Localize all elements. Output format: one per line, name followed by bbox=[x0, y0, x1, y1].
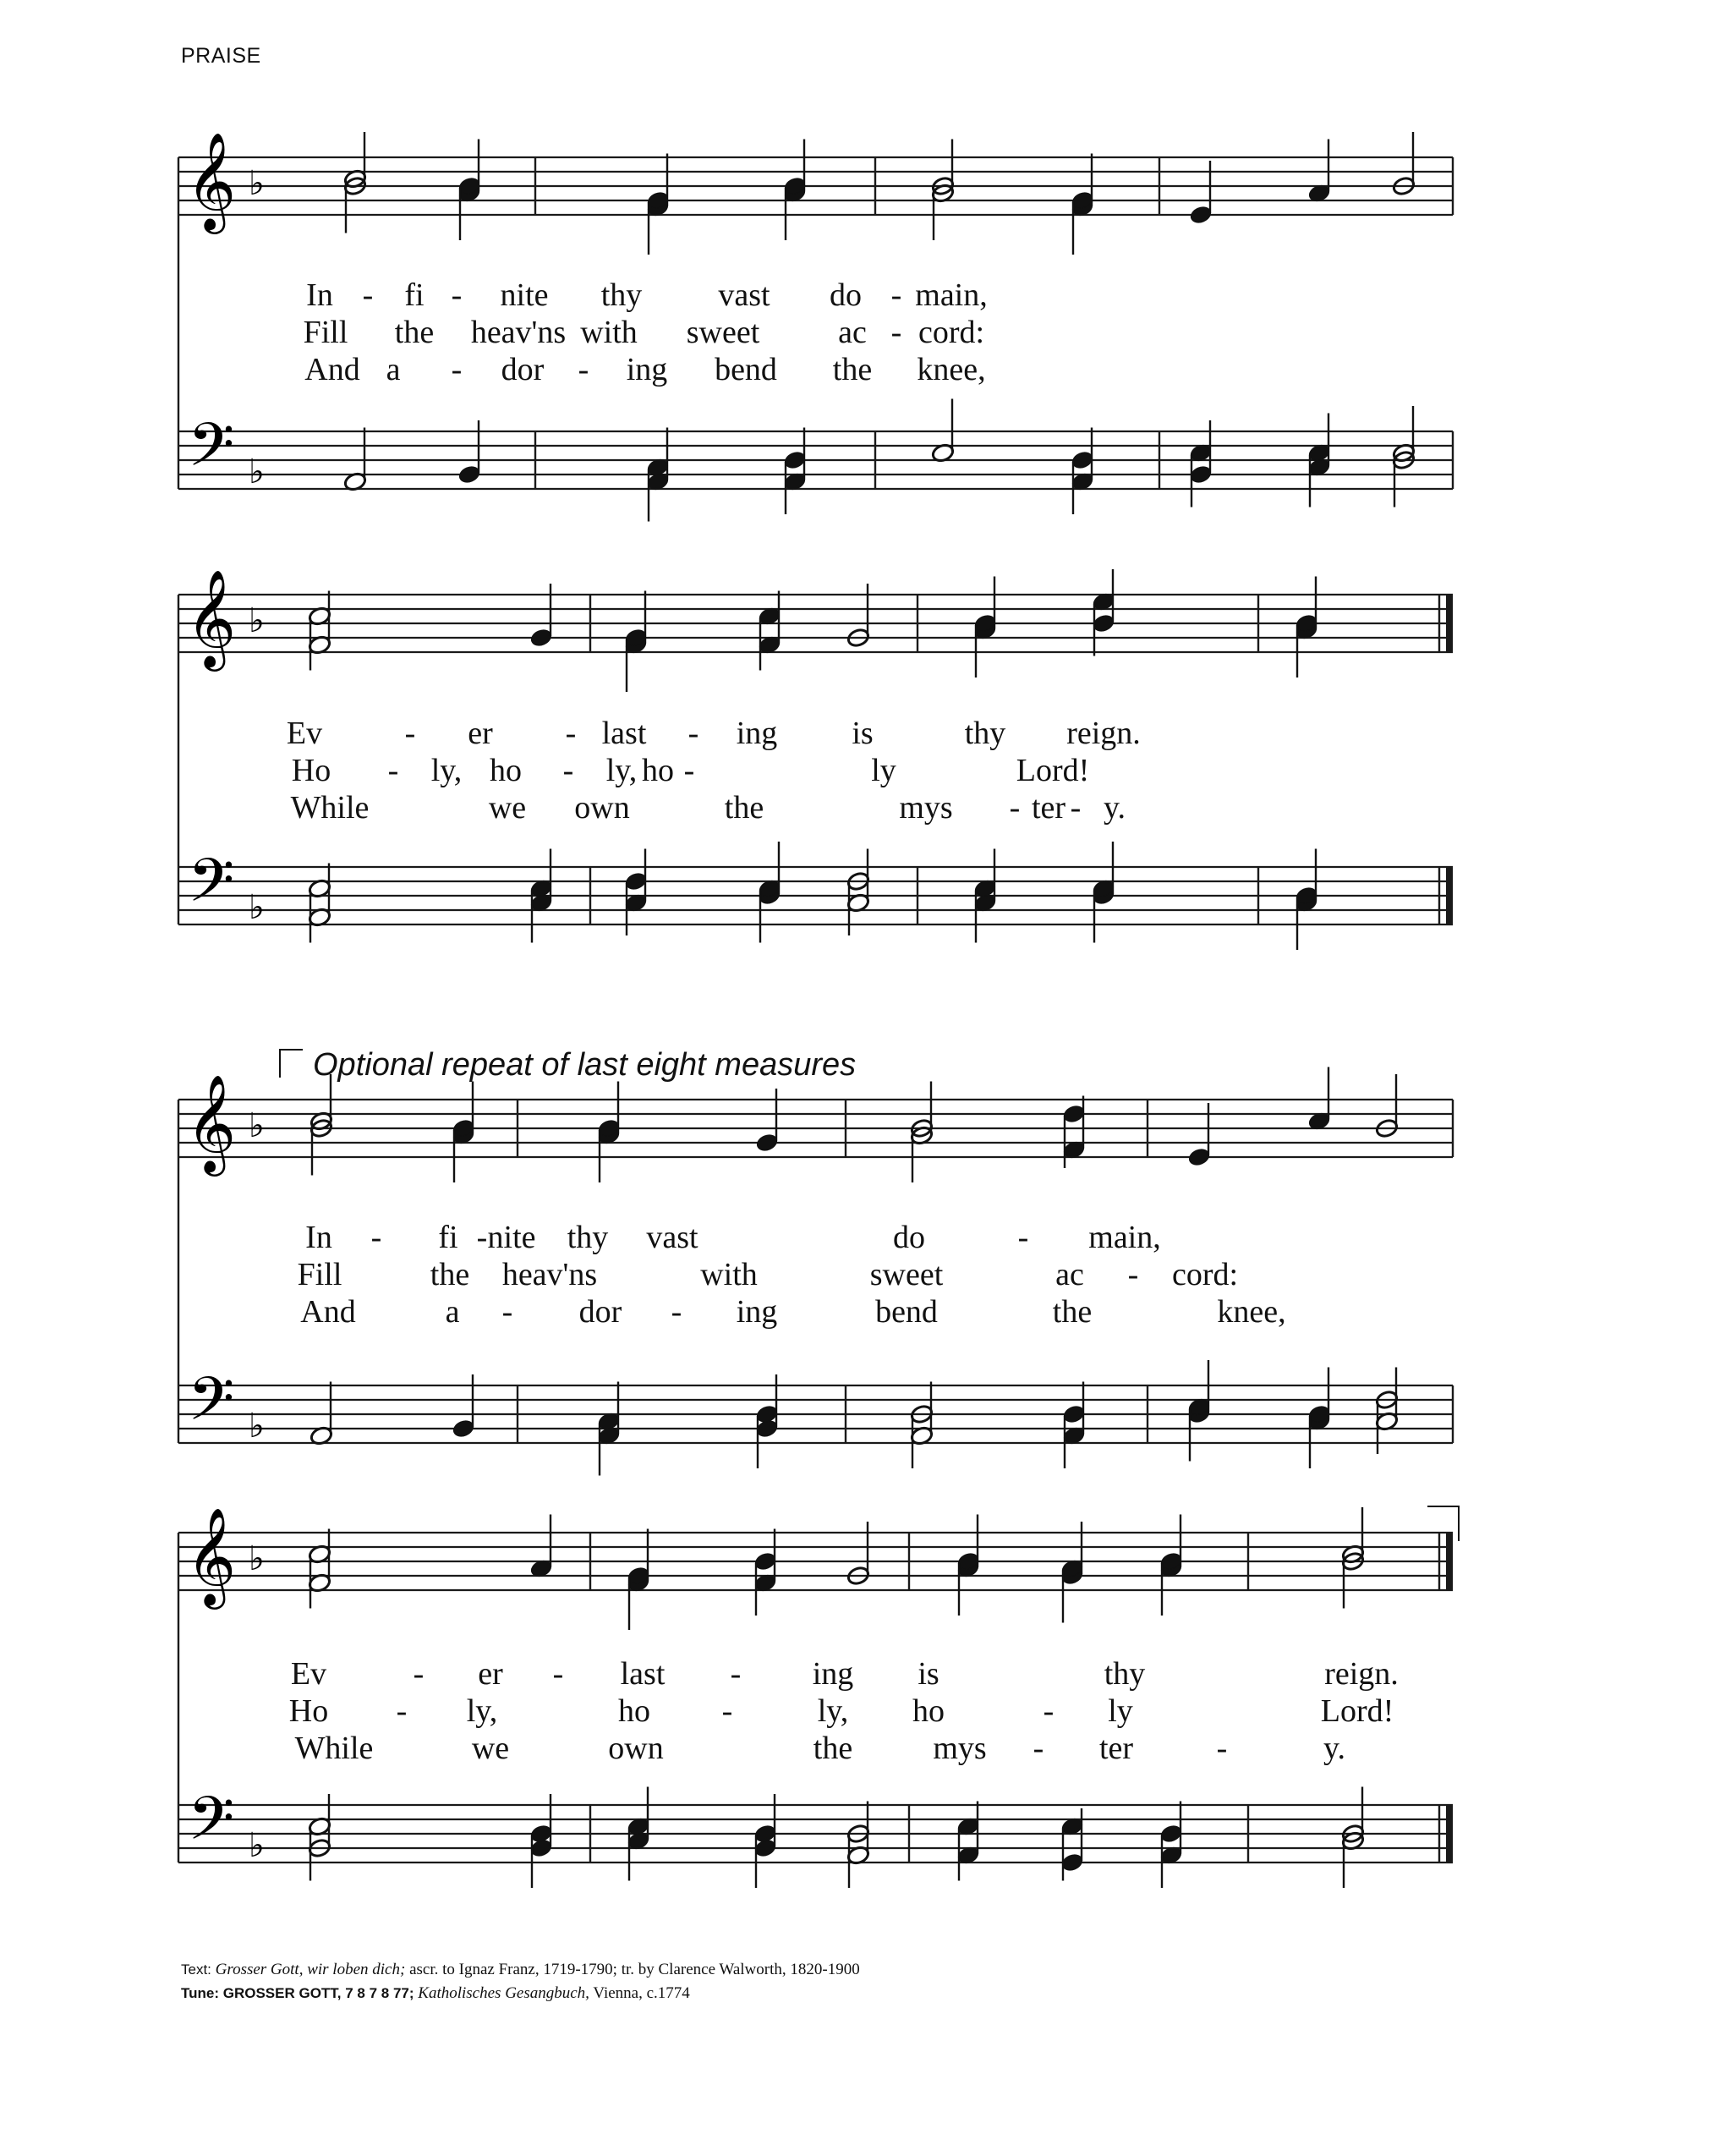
lyric-syllable: the bbox=[724, 790, 764, 826]
lyric-syllable: ly, bbox=[817, 1693, 849, 1729]
lyric-syllable: sweet bbox=[686, 315, 760, 350]
lyric-syllable: ing bbox=[736, 716, 778, 751]
bass-clef-icon: 𝄢 bbox=[188, 846, 235, 930]
credits-text-line bbox=[181, 1961, 860, 1979]
lyric-syllable: vast bbox=[718, 277, 770, 313]
lyric-syllable: Ev bbox=[286, 716, 323, 751]
credits-tune-rest: Vienna, c.1774 bbox=[593, 1984, 690, 2002]
flat-key-signature-icon: ♭ bbox=[249, 1539, 265, 1578]
lyric-hyphen: - bbox=[413, 1656, 425, 1692]
lyric-syllable: vast bbox=[646, 1220, 698, 1255]
lyric-hyphen: - bbox=[404, 716, 416, 751]
lyric-syllable: cord: bbox=[1171, 1257, 1239, 1292]
lyric-syllable: ho bbox=[490, 753, 522, 788]
lyric-syllable: y. bbox=[1103, 790, 1126, 826]
lyric-hyphen: - bbox=[396, 1693, 408, 1729]
treble-clef-icon: 𝄞 bbox=[186, 568, 237, 667]
lyric-syllable: Lord! bbox=[1016, 753, 1090, 788]
flat-key-signature-icon: ♭ bbox=[249, 453, 265, 491]
lyric-syllable: with bbox=[580, 315, 638, 350]
lyric-hyphen: - bbox=[671, 1294, 682, 1330]
lyric-syllable: ho bbox=[618, 1693, 650, 1729]
credits-text-author: ascr. to Ignaz Franz, 1719-1790; tr. by Clarence Walworth, 1820-1900 bbox=[409, 1961, 860, 1978]
treble-clef-icon: 𝄞 bbox=[186, 1506, 237, 1605]
lyric-hyphen: - bbox=[721, 1693, 733, 1729]
lyric-syllable: the bbox=[813, 1731, 853, 1766]
lyric-syllable: is bbox=[852, 716, 874, 751]
lyric-syllable: ly bbox=[871, 753, 896, 788]
lyric-syllable: fi bbox=[404, 277, 425, 313]
lyric-hyphen: - bbox=[451, 352, 463, 387]
treble-staff bbox=[178, 595, 1453, 652]
lyric-syllable: thy bbox=[1104, 1656, 1146, 1692]
lyric-syllable: is bbox=[918, 1656, 939, 1692]
lyric-syllable: ly, bbox=[430, 753, 463, 788]
lyric-hyphen: - bbox=[1017, 1220, 1029, 1255]
lyric-syllable: While bbox=[290, 790, 370, 826]
lyric-syllable: last bbox=[601, 716, 647, 751]
lyric-hyphen: - bbox=[1070, 790, 1082, 826]
lyric-syllable: nite bbox=[500, 277, 549, 313]
lyric-syllable: bend bbox=[875, 1294, 938, 1330]
bass-clef-icon: 𝄢 bbox=[188, 1784, 235, 1868]
lyric-syllable: thy bbox=[600, 277, 643, 313]
bass-staff bbox=[178, 867, 1453, 924]
lyric-syllable: cord: bbox=[918, 315, 985, 350]
lyric-hyphen: - bbox=[476, 1220, 488, 1255]
lyric-syllable: fi bbox=[438, 1220, 458, 1255]
credits-text-label: Text: bbox=[181, 1961, 211, 1978]
flat-key-signature-icon: ♭ bbox=[249, 1407, 265, 1446]
lyric-hyphen: - bbox=[578, 352, 589, 387]
bass-staff bbox=[178, 1805, 1453, 1862]
bass-clef-icon: 𝄢 bbox=[188, 410, 235, 495]
lyric-syllable: dor bbox=[578, 1294, 622, 1330]
repeat-end-bracket bbox=[1427, 1506, 1460, 1541]
lyric-syllable: last bbox=[620, 1656, 666, 1692]
lyric-syllable: main, bbox=[1088, 1220, 1161, 1255]
lyric-hyphen: - bbox=[387, 753, 399, 788]
lyric-syllable: sweet bbox=[869, 1257, 944, 1292]
credits-text-title: Grosser Gott, wir loben dich; bbox=[215, 1961, 406, 1978]
flat-key-signature-icon: ♭ bbox=[249, 1826, 265, 1865]
lyric-syllable: Fill bbox=[297, 1257, 342, 1292]
lyric-hyphen: - bbox=[890, 315, 902, 350]
lyric-syllable: er bbox=[478, 1656, 503, 1692]
lyric-syllable: heav'ns bbox=[501, 1257, 598, 1292]
lyric-hyphen: - bbox=[552, 1656, 564, 1692]
lyric-syllable: mys bbox=[899, 790, 953, 826]
bass-staff bbox=[178, 431, 1453, 489]
treble-clef-icon: 𝄞 bbox=[186, 131, 237, 230]
lyric-syllable: we bbox=[471, 1731, 510, 1766]
lyric-syllable: While bbox=[294, 1731, 374, 1766]
treble-staff bbox=[178, 1533, 1453, 1590]
credits-tune-label: Tune: GROSSER GOTT, 7 8 7 8 77; bbox=[181, 1985, 414, 2001]
credits-tune-line bbox=[181, 1984, 690, 2003]
lyric-hyphen: - bbox=[687, 716, 699, 751]
lyric-syllable: ter bbox=[1031, 790, 1066, 826]
lyric-syllable: ho bbox=[912, 1693, 945, 1729]
lyric-syllable: ly bbox=[1108, 1693, 1133, 1729]
lyric-hyphen: - bbox=[370, 1220, 382, 1255]
lyric-syllable: And bbox=[300, 1294, 356, 1330]
lyric-syllable: own bbox=[574, 790, 630, 826]
lyric-syllable: Lord! bbox=[1320, 1693, 1394, 1729]
lyric-syllable: In bbox=[305, 1220, 332, 1255]
flat-key-signature-icon: ♭ bbox=[249, 164, 265, 203]
lyric-syllable: ac bbox=[838, 315, 867, 350]
lyric-hyphen: - bbox=[1043, 1693, 1054, 1729]
lyric-syllable: ing bbox=[626, 352, 668, 387]
lyric-syllable: knee, bbox=[1217, 1294, 1286, 1330]
lyric-syllable: knee, bbox=[917, 352, 986, 387]
lyric-syllable: bend bbox=[715, 352, 777, 387]
lyric-syllable: ac bbox=[1055, 1257, 1084, 1292]
lyric-syllable: er bbox=[468, 716, 493, 751]
bass-staff bbox=[178, 1385, 1453, 1443]
lyric-syllable: y. bbox=[1323, 1731, 1346, 1766]
lyric-syllable: do bbox=[893, 1220, 925, 1255]
lyric-syllable: mys bbox=[933, 1731, 987, 1766]
treble-clef-icon: 𝄞 bbox=[186, 1073, 237, 1172]
lyric-syllable: ing bbox=[736, 1294, 778, 1330]
lyric-syllable: reign. bbox=[1066, 716, 1141, 751]
lyric-syllable: thy bbox=[964, 716, 1006, 751]
lyric-hyphen: - bbox=[501, 1294, 513, 1330]
section-label: PRAISE bbox=[181, 44, 261, 68]
lyric-syllable: we bbox=[488, 790, 527, 826]
lyric-syllable: the bbox=[832, 352, 873, 387]
bass-clef-icon: 𝄢 bbox=[188, 1364, 235, 1449]
lyric-syllable: do bbox=[830, 277, 862, 313]
lyric-hyphen: - bbox=[362, 277, 374, 313]
lyric-hyphen: - bbox=[1009, 790, 1021, 826]
lyric-hyphen: - bbox=[683, 753, 695, 788]
flat-key-signature-icon: ♭ bbox=[249, 1106, 265, 1145]
lyric-syllable: ho bbox=[642, 753, 674, 788]
lyric-syllable: the bbox=[430, 1257, 470, 1292]
treble-staff bbox=[178, 1100, 1453, 1157]
lyric-syllable: ly, bbox=[466, 1693, 498, 1729]
lyric-syllable: And bbox=[304, 352, 360, 387]
lyric-hyphen: - bbox=[1033, 1731, 1044, 1766]
credits-tune-source: Katholisches Gesangbuch, bbox=[418, 1984, 589, 2002]
lyric-syllable: ly, bbox=[605, 753, 638, 788]
lyric-syllable: a bbox=[445, 1294, 460, 1330]
lyric-syllable: In bbox=[306, 277, 333, 313]
lyric-syllable: Ho bbox=[288, 1693, 329, 1729]
lyric-syllable: own bbox=[608, 1731, 664, 1766]
lyric-syllable: Ho bbox=[291, 753, 331, 788]
lyric-syllable: ter bbox=[1098, 1731, 1134, 1766]
lyric-syllable: Ev bbox=[290, 1656, 327, 1692]
lyric-syllable: main, bbox=[915, 277, 988, 313]
optional-repeat-label: Optional repeat of last eight measures bbox=[313, 1047, 857, 1083]
lyric-syllable: ing bbox=[812, 1656, 854, 1692]
lyric-hyphen: - bbox=[1127, 1257, 1139, 1292]
lyric-syllable: the bbox=[394, 315, 435, 350]
optional-repeat-bracket bbox=[279, 1049, 303, 1078]
lyric-syllable: reign. bbox=[1324, 1656, 1399, 1692]
lyric-syllable: Fill bbox=[303, 315, 348, 350]
lyric-syllable: heav'ns bbox=[470, 315, 567, 350]
lyric-hyphen: - bbox=[565, 716, 577, 751]
lyric-syllable: the bbox=[1052, 1294, 1093, 1330]
lyric-hyphen: - bbox=[1216, 1731, 1228, 1766]
lyric-hyphen: - bbox=[451, 277, 463, 313]
lyric-syllable: nite bbox=[487, 1220, 536, 1255]
lyric-syllable: thy bbox=[567, 1220, 609, 1255]
flat-key-signature-icon: ♭ bbox=[249, 888, 265, 927]
lyric-syllable: dor bbox=[501, 352, 545, 387]
treble-staff bbox=[178, 157, 1453, 215]
lyric-hyphen: - bbox=[730, 1656, 742, 1692]
lyric-syllable: a bbox=[386, 352, 401, 387]
flat-key-signature-icon: ♭ bbox=[249, 601, 265, 640]
lyric-syllable: with bbox=[700, 1257, 758, 1292]
lyric-hyphen: - bbox=[562, 753, 574, 788]
lyric-hyphen: - bbox=[890, 277, 902, 313]
